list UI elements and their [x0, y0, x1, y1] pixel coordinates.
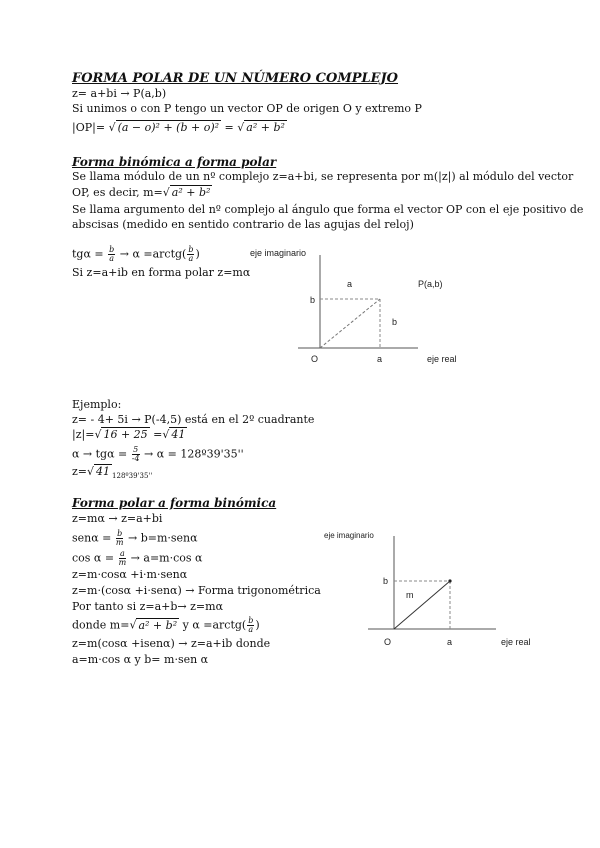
- x-axis-label: eje real: [427, 354, 457, 364]
- sec2-l7-a: donde m=: [72, 618, 130, 632]
- example-label: Ejemplo:: [72, 398, 122, 411]
- ex4-lhs: z=: [72, 465, 88, 478]
- frac-num: b: [248, 616, 254, 625]
- tg-mid: → α =arctg(: [119, 247, 187, 261]
- a-axis-label: a: [447, 637, 453, 647]
- modulus-lhs: |OP|=: [72, 121, 106, 134]
- sec2-line-6: Por tanto si z=a+b→ z=mα: [72, 600, 224, 613]
- intro-line-1: z= a+bi → P(a,b): [72, 87, 167, 100]
- example-line-4: [72, 465, 152, 483]
- modulus-formula: [72, 121, 287, 135]
- origin-label: O: [384, 637, 392, 647]
- frac-num: a: [119, 549, 125, 558]
- fraction-b-over-a: [108, 246, 115, 263]
- intro-line-2: Si unimos o con P tengo un vector OP de origen O y extremo P: [72, 102, 422, 115]
- tangent-formula: [72, 246, 200, 263]
- sec1-para-2: [72, 186, 212, 200]
- frac-num: b: [109, 245, 115, 254]
- vector-m: [394, 581, 450, 629]
- b-side-label: b: [392, 317, 398, 327]
- fraction-a-over-m: [119, 550, 127, 567]
- sec1-para-2-text: OP, es decir, m=: [72, 186, 163, 199]
- point-marker: [448, 579, 451, 582]
- sqrt-sign: √: [162, 186, 170, 199]
- frac-den: m: [115, 538, 124, 547]
- page-title: FORMA POLAR DE UN NÚMERO COMPLEJO: [72, 71, 399, 86]
- ex4-radicand: 41: [96, 465, 111, 478]
- sec2-l7-c: ): [255, 618, 260, 632]
- fraction-b-over-a-2: [187, 246, 194, 263]
- example-line-3: [72, 446, 244, 463]
- sqrt-sign: √: [108, 121, 116, 134]
- frac-den: a: [248, 625, 254, 634]
- complex-plane-diagram-2: [318, 528, 558, 653]
- sec2-l2-a: senα =: [72, 531, 112, 545]
- m-label: m: [406, 590, 414, 600]
- ex4-subscript: 128º39'35'': [112, 472, 153, 481]
- frac-den: m: [118, 558, 127, 567]
- ex3-b: → α = 128º39'35'': [144, 447, 244, 461]
- a-top-label: a: [347, 279, 353, 289]
- ex3-a: α → tgα =: [72, 447, 128, 461]
- sec2-l3-a: cos α =: [72, 551, 115, 565]
- fraction-b-over-a-3: [247, 617, 254, 634]
- complex-plane-diagram-1: [240, 245, 480, 370]
- sec2-l7-b: y α =arctg(: [182, 618, 247, 632]
- sec2-line-5: z=m·(cosα +i·senα) → Forma trigonométrica: [72, 584, 321, 597]
- frac-den: a: [109, 254, 115, 263]
- x-axis-label: eje real: [501, 637, 531, 647]
- sec2-line-7: [72, 617, 260, 634]
- fraction-5-over-neg4: [132, 446, 140, 463]
- sqrt-sign: √: [237, 121, 245, 134]
- equals: =: [224, 121, 234, 134]
- section-heading-binomica-polar: Forma binómica a forma polar: [72, 155, 277, 169]
- frac-num: b: [188, 245, 194, 254]
- frac-den: a: [188, 254, 194, 263]
- sec2-line-2: [72, 530, 198, 547]
- sqrt-sign: √: [129, 618, 137, 632]
- polar-form-line: Si z=a+ib en forma polar z=mα: [72, 266, 251, 279]
- ex2-lhs: |z|=: [72, 428, 95, 441]
- ex2-eq: =: [153, 428, 163, 441]
- frac-num: 5: [133, 445, 139, 454]
- ex2-radicand: 16 + 25: [103, 428, 148, 441]
- sec1-para-1: Se llama módulo de un nº complejo z=a+bi, se representa por m(|z|) al módulo del vector: [72, 170, 574, 183]
- sqrt-sign: √: [87, 465, 95, 478]
- b-axis-label: b: [310, 295, 316, 305]
- example-line-1: z= - 4+ 5i → P(-4,5) está en el 2º cuadrante: [72, 413, 315, 426]
- sec2-l7-radicand: a² + b²: [138, 618, 178, 632]
- sec2-line-1: z=mα → z=a+bi: [72, 512, 163, 525]
- sqrt-sign: √: [162, 428, 170, 441]
- y-axis-label: eje imaginario: [250, 248, 307, 258]
- origin-label: O: [311, 354, 319, 364]
- tg-lhs: tgα =: [72, 247, 104, 261]
- a-axis-label: a: [377, 354, 383, 364]
- sec2-line-3: [72, 550, 202, 567]
- sec1-para-3: Se llama argumento del nº complejo al ángulo que forma el vector OP con el eje positivo de: [72, 203, 584, 216]
- point-p-label: P(a,b): [418, 279, 443, 289]
- sec2-line-9: a=m·cos α y b= m·sen α: [72, 653, 209, 666]
- modulus-radicand-2: a² + b²: [246, 121, 285, 134]
- sec1-para-4: abscisas (medido en sentido contrario de las agujas del reloj): [72, 218, 414, 231]
- fraction-b-over-m: [116, 530, 124, 547]
- y-axis-label: eje imaginario: [324, 531, 374, 540]
- sec2-line-8: z=m(cosα +isenα) → z=a+ib donde: [72, 637, 271, 650]
- tg-end: ): [195, 247, 200, 261]
- section-heading-polar-binomica: Forma polar a forma binómica: [72, 496, 277, 510]
- frac-den: -4: [131, 454, 140, 463]
- sec2-line-4: z=m·cosα +i·m·senα: [72, 568, 188, 581]
- sqrt-sign: √: [94, 428, 102, 441]
- vector-op: [320, 299, 380, 348]
- ex2-radicand-2: 41: [171, 428, 186, 441]
- example-line-2: [72, 428, 187, 442]
- sec2-l2-b: → b=m·senα: [127, 531, 198, 545]
- modulus-radicand: (a − o)² + (b + o)²: [117, 121, 220, 134]
- b-axis-label: b: [383, 576, 389, 586]
- frac-num: b: [117, 529, 123, 538]
- sec2-l3-b: → a=m·cos α: [130, 551, 203, 565]
- sec1-radicand: a² + b²: [171, 186, 211, 199]
